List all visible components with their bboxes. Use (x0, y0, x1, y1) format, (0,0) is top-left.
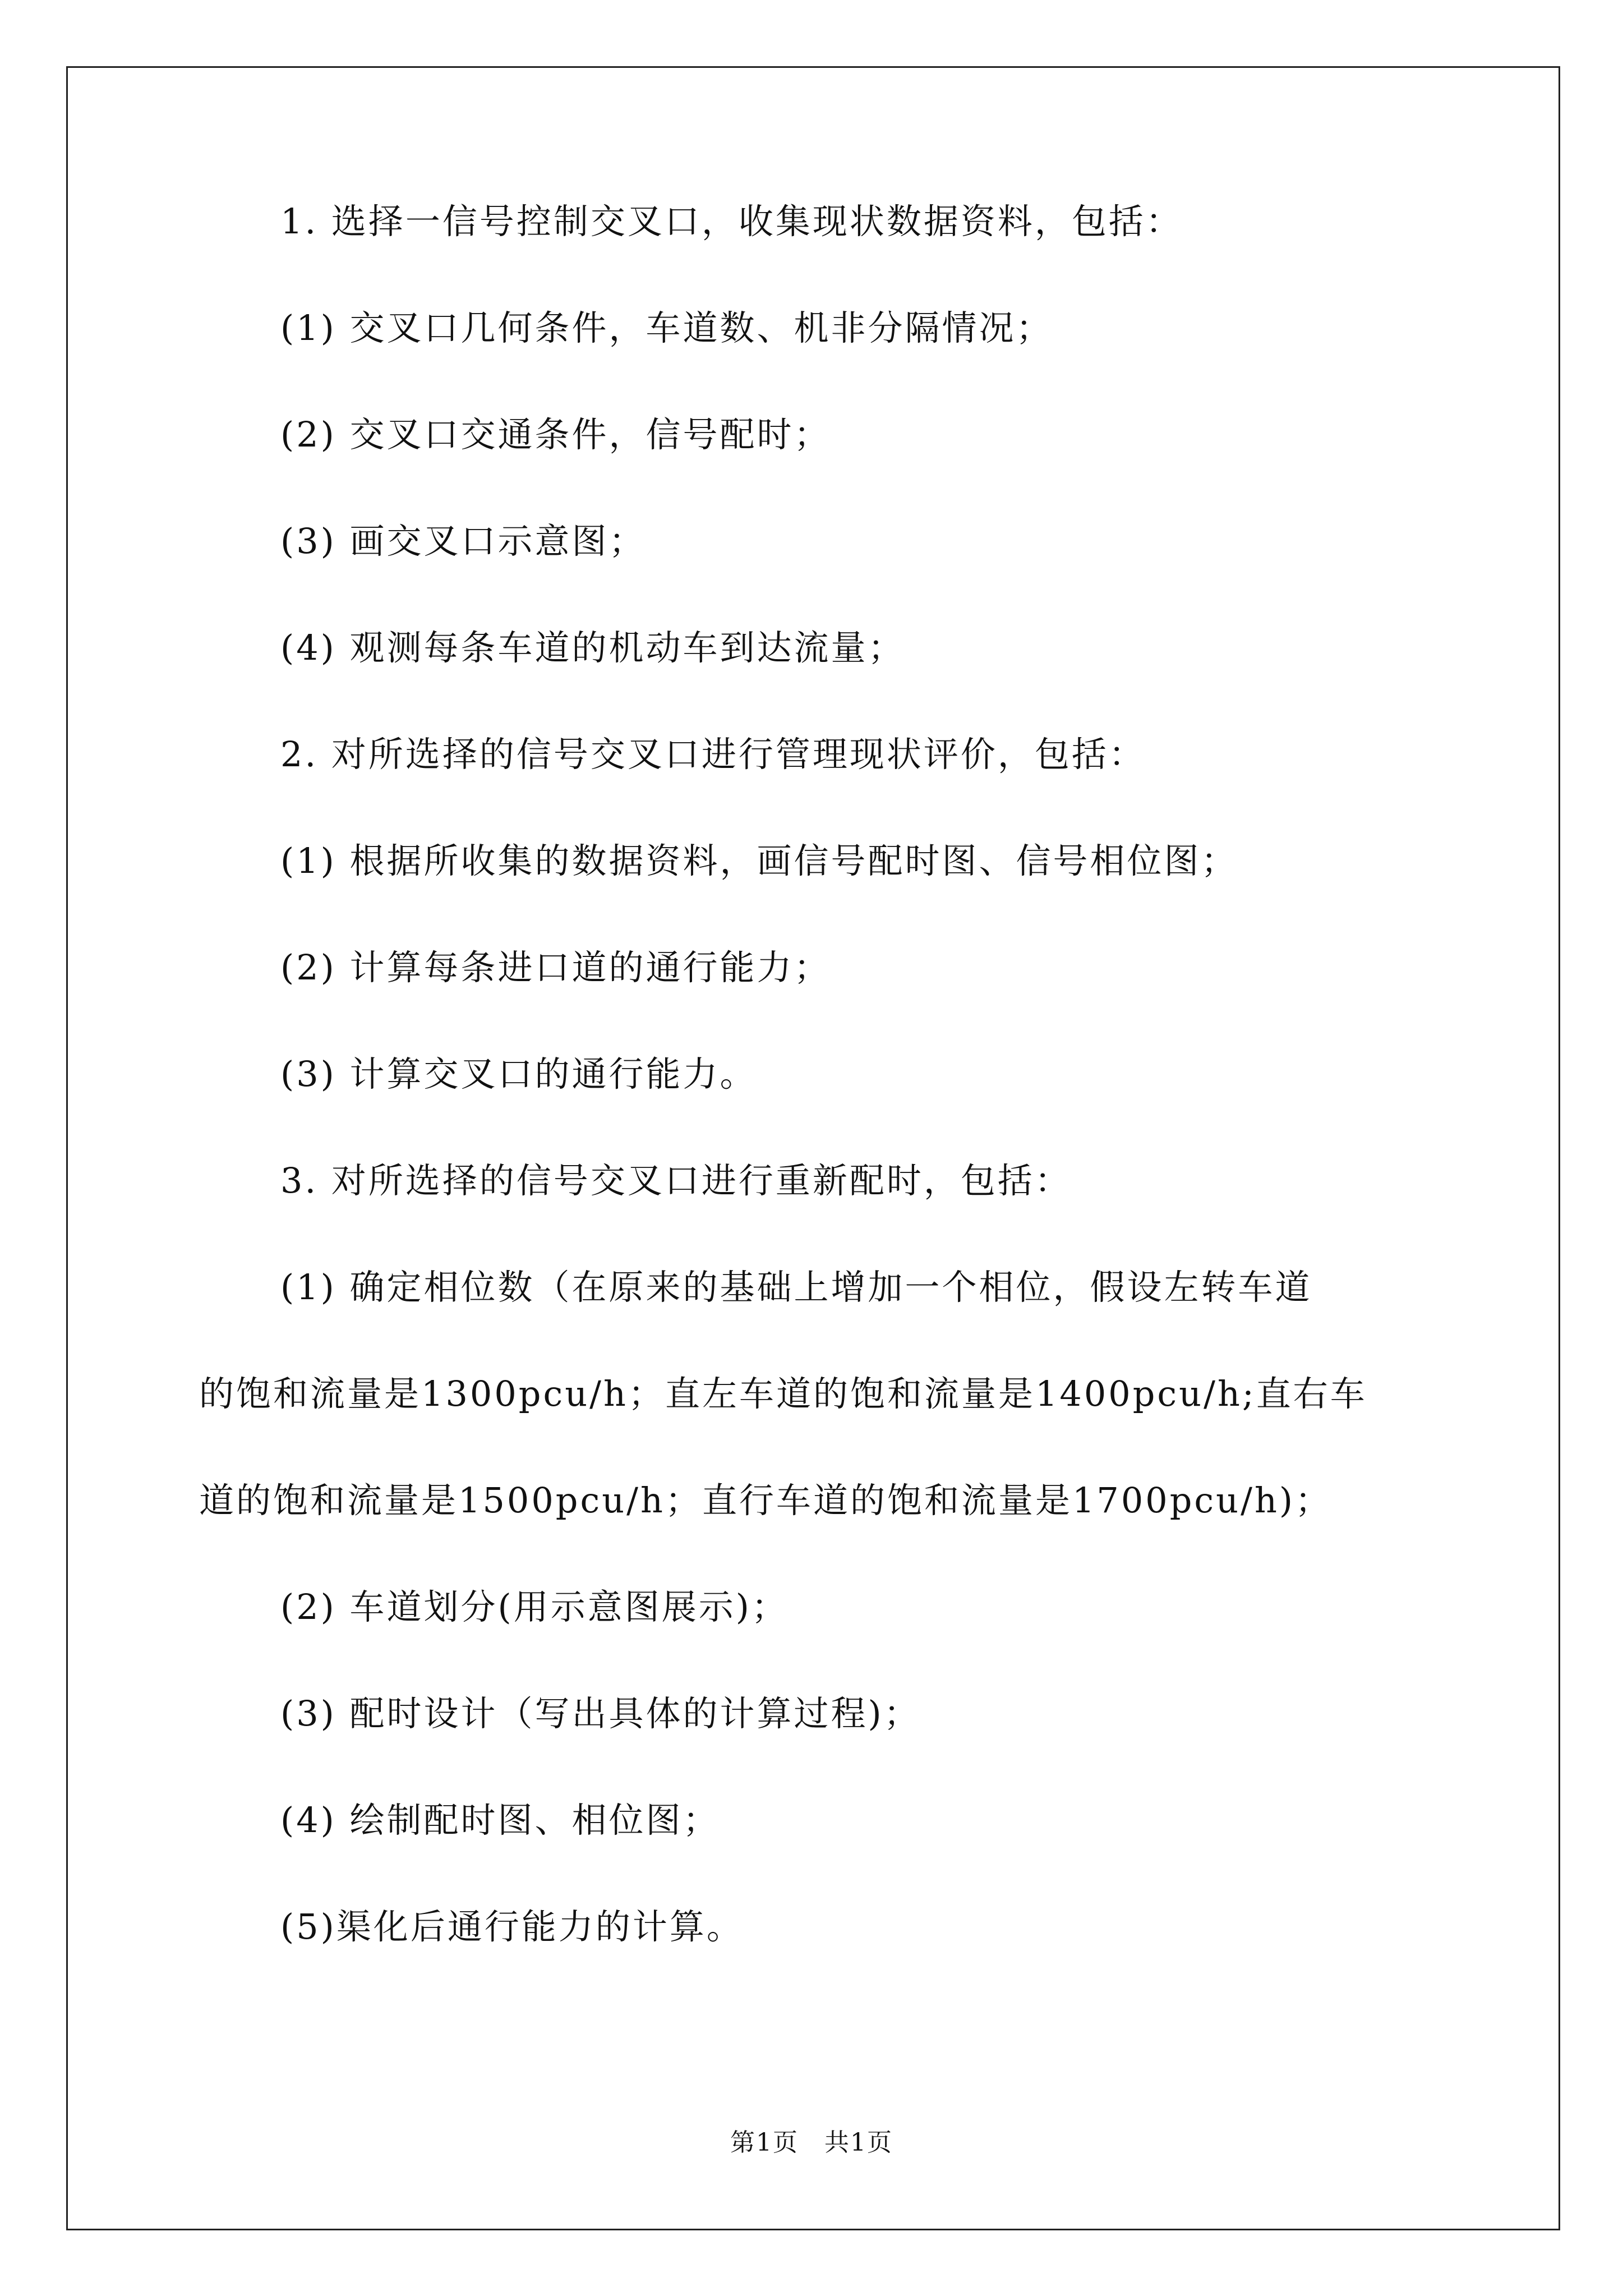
section-3-item-2: (2) 车道划分(用示意图展示)； (280, 1586, 789, 1627)
section-1-item-1: (1) 交叉口几何条件，车道数、机非分隔情况； (280, 307, 1053, 348)
section-3-heading: 3. 对所选择的信号交叉口进行重新配时，包括： (280, 1160, 1072, 1201)
section-3-item-3: (3) 配时设计（写出具体的计算过程)； (280, 1693, 921, 1734)
section-2-heading: 2. 对所选择的信号交叉口进行管理现状评价，包括： (280, 734, 1146, 775)
section-3-item-1-cont-1: 的饱和流量是1300pcu/h；直左车道的饱和流量是1400pcu/h;直右车 (199, 1373, 1367, 1414)
section-2-item-3: (3) 计算交叉口的通行能力。 (280, 1053, 757, 1094)
section-3-item-1: (1) 确定相位数（在原来的基础上增加一个相位，假设左转车道 (280, 1267, 1312, 1308)
section-1-item-3: (3) 画交叉口示意图； (280, 521, 646, 562)
section-2-item-1: (1) 根据所收集的数据资料，画信号配时图、信号相位图； (280, 840, 1238, 881)
section-3-item-1-cont-2: 道的饱和流量是1500pcu/h；直行车道的饱和流量是1700pcu/h)； (199, 1480, 1332, 1521)
section-3-item-5: (5)渠化后通行能力的计算。 (280, 1906, 744, 1947)
section-2-item-2: (2) 计算每条进口道的通行能力； (280, 947, 831, 988)
page-footer: 第1页 共1页 (730, 2128, 893, 2157)
section-1-heading: 1. 选择一信号控制交叉口，收集现状数据资料，包括： (280, 201, 1183, 242)
section-1-item-2: (2) 交叉口交通条件，信号配时； (280, 414, 831, 455)
section-3-item-4: (4) 绘制配时图、相位图； (280, 1800, 720, 1841)
section-1-item-4: (4) 观测每条车道的机动车到达流量； (280, 627, 905, 668)
